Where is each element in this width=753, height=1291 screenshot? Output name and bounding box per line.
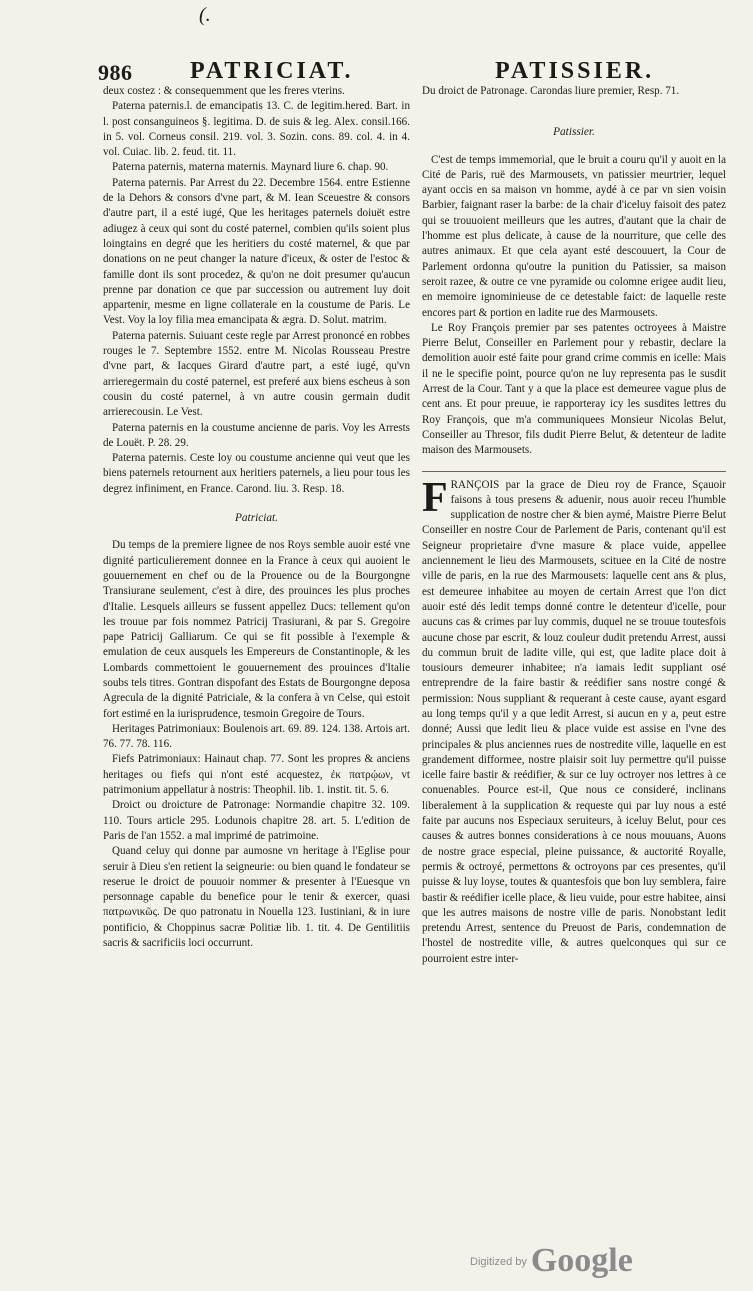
paragraph: Paterna paternis, materna maternis. Maynard liure 6. chap. 90. [112,161,389,174]
page-number: 986 [98,60,133,85]
paragraph: deux costez : & consequemment que les freres vterins. [103,85,345,97]
paragraph: Le Roy François premier par ses patentes octroyees à Maistre Pierre Belut, Conseiller en Parlement pour y rebastir, declare la demolition auoir esté faite pour grand crime commis en icelle: Mais il ne le specifie point, pource qu'on ne luy representa pas le susdit Arrest de la Cour. Tant y a que la place est demeuree vague plus de cent ans. Et pour preuue, ie rapporteray icy les susdites lettres du Roy François, que m'a communiquees Monsieur Nicolas Belut, Conseiller au Thresor, fils dudit Pierre Belut, & detenteur de ladite maison des Marmousets. [422,321,726,457]
google-logo: Google [530,1242,633,1279]
paragraph: Paterna paternis. Ceste loy ou coustume ancienne qui veut que les biens paternels retournent aux heritiers paternels, a lieu pour tous les degrez infiniment, en France. Carond. liu. 3. Resp. 18. [103,452,410,495]
paragraph: Du temps de la premiere lignee de nos Roys semble auoir esté vne dignité particulierement donnee en la France à ceux qui auoient le gouuernement en chef ou de la Prouence ou de la Bourgongne Transiurane seulement, c'est à dire, des prouinces les plus proches d'Italie. Lesquels ailleurs se fussent appellez Ducs: tellement qu'on les trouue par fois nommez Patricij Trasiurani, & par S. Gregoire pape Patricij Galliarum. Ce qui se fit possible à l'exemple & emulation de ceux ausquels les Empereurs de Constantinople, & les Lombards commettoient le gouuernement des prouinces d'Italie soubs tels titres. Gontran dispofant des Estats de Bourgongne deposa Agrecula de la dignité Patriciale, & la confera à vn Celse, qui estoit fort estimé en la iurisprudence, tesmoin Gregoire de Tours. [103,539,410,720]
royal-letter [422,474,726,968]
handwritten-mark: (. [199,4,211,26]
royal-letter-text: RANÇOIS par la grace de Dieu roy de France, Sçauoir faisons à tous presens & aduenir, nous auoir receu l'humble supplication de nostre cher & bien aymé, Maistre Pierre Belut Conseiller en nostre Cour de Parlement de Paris, contenant qu'il est Seigneur proprietaire d'vne masure & place vuide, appellee anciennement le lieu des Marmousets, scituee en la Cité de nostre ville de paris, en la rue des Marmousets: laquelle cent ans & plus, est demeuree inhabitee au moyen de certain Arrest que l'on dict auoir esté dés ledit temps donné contre le detenteur d'icelle, pour aucuns cas & crimes par luy commis, duquel ne se trouue toutesfois aucune chose par escrit, & louz couleur dudit pretendu Arrest, aussi du commun bruit de ladite ville, qui est, que ladite place doit à tousiours demeurer inhabitee; n'a iamais ledit suppliant osé entreprendre de la faire bastir & reédifier sans nostre congé & permission: Nous suppliant & requerant à ceste cause, ayant esgard au long temps qu'il y a que ledit Arrest, si aucun en y a, peut estre donné; Aussi que ledit lieu & place vuide est assise en l'vne des principales & plus anciennes rues de nostredite ville, laquelle en est grandement difformee, nostre plaisir soit luy permettre qu'il puisse icelle faire bastir & reédifier, & sur ce luy octroyer nos lettres à ce conuenables. Pource est-il, Que nous ce consideré, inclinans liberalement à la supplication & requeste qui par luy nous a esté faite par aucuns nos Especiaux seruiteurs, à iceluy Belut, pour ces causes & autres bonnes considerations à ce nous mouuans, Auons de nostre grace especial, pleine puissance, & auctorité Royalle, permis & octroyé, permettons & octroyons par ces presentes, qu'il puisse & luy loyse, toutes & quantesfois que bon luy semblera, faire bastir & reédifier icelle place, & lieu vuide, pour estre habitee, ainsi que les autres maisons de nostre ville de paris. Nonobstant ledit pretendu Arrest, sentence du Preuost de Paris, condemnation de l'hostel de nostredite ville, & autres quelconques qui sur ce pourroient estre inter- [422,478,726,965]
running-head-right: PATISSIER. [495,58,655,84]
drop-cap: F [422,474,448,521]
paragraph: C'est de temps immemorial, que le bruit a couru qu'il y auoit en la Cité de Paris, ruë des Marmousets, vn patissier meurtrier, lequel ayant occis en sa maison vn homme, aydé à ce par vn sien voisin Barbier, faignant raser la barbe: de la chair d'iceluy faisoit des patez qui se trouuoient meilleurs que les autres, d'autant que la chair de l'homme est plus delicate, à cause de la nourriture, que celle des autres animaux. Et que cela ayant esté descouuert, la Cour de Parlement ordonna qu'outre la punition du Patissier, sa maison seroit razee, & outre ce vne pyramide ou colomne erigee audit lieu, en memoire ignominieuse de ce detestable faict: de laquelle reste encores part & portion en ladite rue des Marmousets. [422,153,726,319]
paragraph: Fiefs Patrimoniaux: Hainaut chap. 77. Sont les propres & anciens heritages ou fiefs qui n'ont esté acquestez, ἐκ πατρῴων, vt patrimonium appellatur à nostris: Theophil. lib. 1. instit. tit. 5. 6. [103,753,410,797]
digitized-by-label: Digitized by [470,1256,527,1268]
left-column [103,84,410,1251]
section-title-patissier: Patissier. [553,126,595,139]
paragraph: Paterna paternis en la coustume ancienne de paris. Voy les Arrests de Louët. P. 28. 29. [103,421,410,449]
paragraph: Paterna paternis. Suiuant ceste regle par Arrest prononcé en robbes rouges le 7. Septembre 1552. entre M. Nicolas Rousseau Prestre d'vne part, & Iacques Girard d'autre part, a esté iugé, qu'vn arrieregermain du costé paternel, est preferé aux biens escheus à son cousin du costé paternel, à vn autre cousin germain dudit arrierecousin. Le Vest. [103,329,410,419]
section-title-patriciat: Patriciat. [235,512,278,525]
divider [422,471,726,472]
paragraph: Du droict de Patronage. Carondas liure premier, Resp. 71. [422,85,680,97]
paragraph: Droict ou droicture de Patronage: Normandie chapitre 32. 109. 110. Tours article 295. Lodunois chapitre 28. art. 5. L'edition de Paris de l'an 1552. a mal imprimé de patrimoine. [103,799,410,842]
paragraph: Paterna paternis.l. de emancipatis 13. C. de legitim.hered. Bart. in l. post consanguineos §. legitima. D. de suis & leg. Alex. consil.166. in 5. vol. Corneus consil. 219. vol. 3. Sozin. cons. 89. col. 4. in 4. vol. Cuiac. lib. 2. feud. tit. 11. [103,100,410,159]
paragraph: Paterna paternis. Par Arrest du 22. Decembre 1564. entre Estienne de la Dehors & consors d'vne part, & M. Iean Sceuestre & consors d'autre part, il a esté iugé, Que les heritages paternels doiuët estre adiugez à ceux qui sont du costé paternel, combien qu'ils soient plus loingtains en degré que les heritiers du costé maternel, & que par donations on ne peut changer la nature d'iceux, & oster de l'estoc & famille dont ils sont procedez, & qu'on ne doit presumer qu'aucun prenne par donation ce que par succession ou autrement luy doit appartenir, mesme en ligne collaterale en la coustume de Paris. Le Vest. Voy la loy filia mea emancipata & ægra. D. Solut. matrim. [103,176,410,327]
paragraph: Heritages Patrimoniaux: Boulenois art. 69. 89. 124. 138. Artois art. 76. 77. 78. 116. [103,722,410,751]
right-column [422,84,726,1251]
digitized-by-google [470,1242,633,1280]
running-head-left: PATRICIAT. [190,58,354,84]
paragraph: Quand celuy qui donne par aumosne vn heritage à l'Eglise pour seruir à Dieu s'en retient la seigneurie: ou bien quand le fondateur se reserue le droict de pouuoir nommer & presenter à l'Euesque vn personnage capable du benefice pour le tenir & exercer, quasi πατρωνικῶς. De quo patronatu in Nouella 123. Iustiniani, & in iure pontificio, & Choppinus sacræ Politiæ lib. 1. tit. 4. De Gentilitiis sacris & sacrificiis loci occurrunt. [103,845,410,950]
